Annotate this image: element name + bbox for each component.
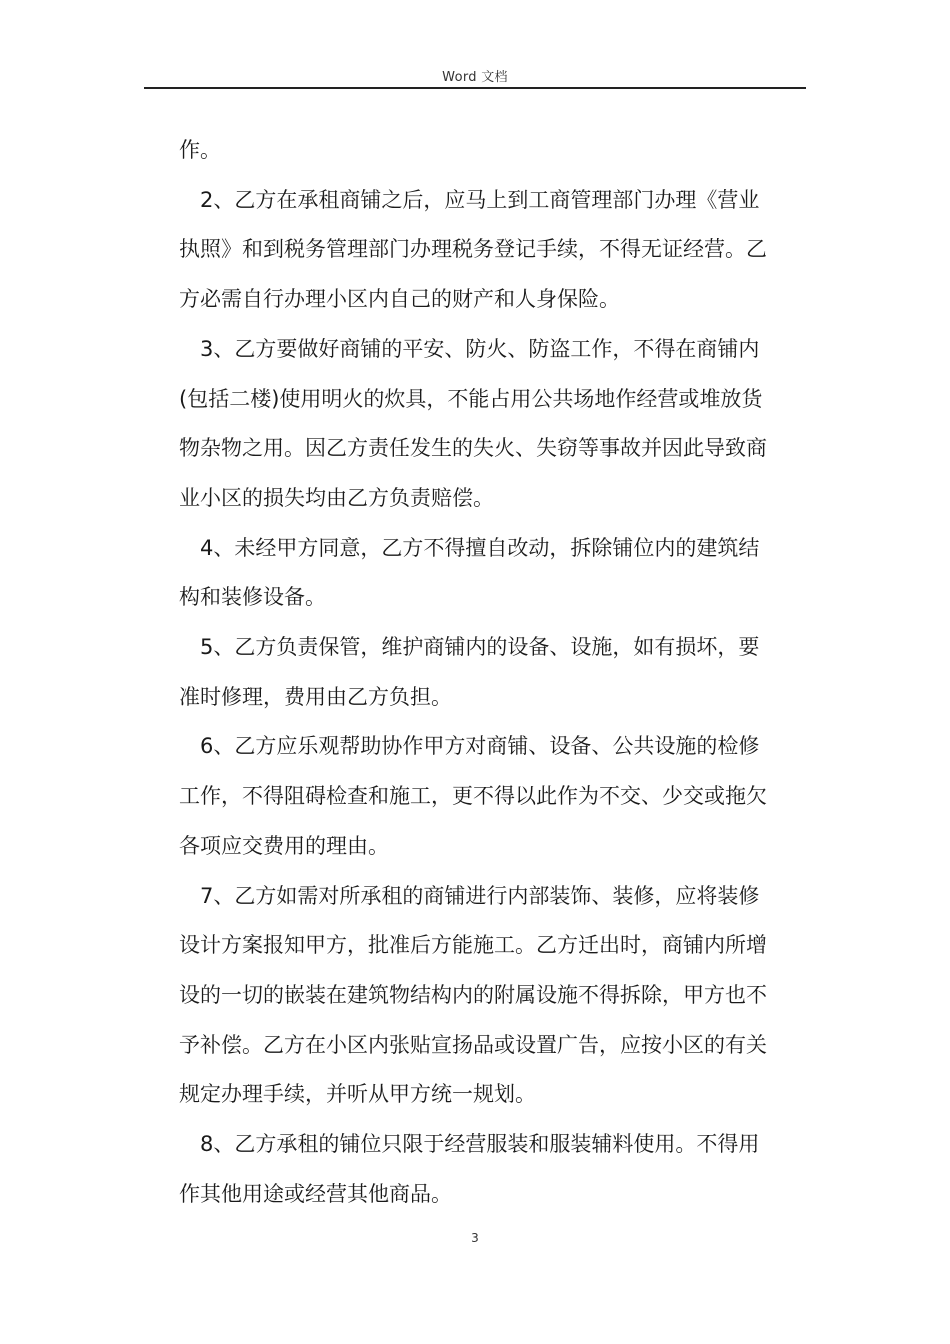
- text-line: 设的一切的嵌装在建筑物结构内的附属设施不得拆除，甲方也不: [179, 982, 767, 1007]
- text-line: 8、乙方承租的铺位只限于经营服装和服装辅料使用。不得用: [179, 1132, 760, 1157]
- page-header: Word 文档: [442, 70, 508, 85]
- text-line: 5、乙方负责保管，维护商铺内的设备、设施，如有损坏，要: [179, 635, 760, 660]
- text-line: 6、乙方应乐观帮助协作甲方对商铺、设备、公共设施的检修: [179, 734, 760, 759]
- text-line: 各项应交费用的理由。: [179, 833, 389, 858]
- page-number: 3: [471, 1231, 479, 1245]
- text-line: 方必需自行办理小区内自己的财产和人身保险。: [179, 287, 620, 312]
- text-line: 7、乙方如需对所承租的商铺进行内部装饰、装修，应将装修: [179, 883, 760, 908]
- text-line: 执照》和到税务管理部门办理税务登记手续，不得无证经营。乙: [179, 237, 767, 262]
- text-line: 设计方案报知甲方，批准后方能施工。乙方迁出时，商铺内所增: [179, 933, 767, 958]
- text-line: 工作，不得阻碍检查和施工，更不得以此作为不交、少交或拖欠: [179, 784, 767, 809]
- text-line: 2、乙方在承租商铺之后，应马上到工商管理部门办理《营业: [179, 187, 760, 212]
- text-line: 业小区的损失均由乙方负责赔偿。: [179, 485, 494, 510]
- text-line: 规定办理手续，并听从甲方统一规划。: [179, 1082, 536, 1107]
- text-line: 予补偿。乙方在小区内张贴宣扬品或设置广告，应按小区的有关: [179, 1032, 767, 1057]
- text-line: 4、未经甲方同意，乙方不得擅自改动，拆除铺位内的建筑结: [179, 535, 760, 560]
- text-line: (包括二楼)使用明火的炊具，不能占用公共场地作经营或堆放货: [179, 386, 763, 411]
- header-divider: [144, 87, 806, 89]
- text-line: 构和装修设备。: [179, 585, 326, 610]
- text-line: 物杂物之用。因乙方责任发生的失火、失窃等事故并因此导致商: [179, 436, 767, 461]
- text-line: 作。: [179, 138, 221, 162]
- document-body: [179, 126, 807, 1219]
- text-line: 准时修理，费用由乙方负担。: [179, 684, 452, 709]
- text-line: 3、乙方要做好商铺的平安、防火、防盗工作，不得在商铺内: [179, 336, 760, 361]
- text-line: 作其他用途或经营其他商品。: [179, 1181, 452, 1206]
